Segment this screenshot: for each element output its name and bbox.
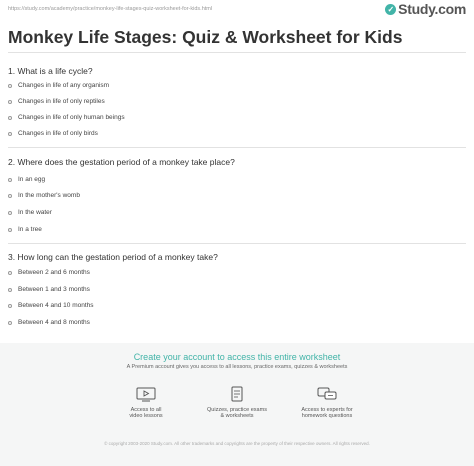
feature-line-2: homework questions bbox=[301, 413, 353, 419]
feature-line-1: Access to experts for bbox=[301, 407, 353, 413]
radio-icon[interactable] bbox=[8, 84, 12, 88]
premium-description: A Premium account gives you access to all lessons, practice exams, quizzes & worksheets bbox=[126, 364, 348, 370]
page-title: Monkey Life Stages: Quiz & Worksheet for Kids bbox=[8, 27, 403, 47]
top-bar bbox=[0, 0, 474, 18]
q3-option-4[interactable]: Between 4 and 8 months bbox=[8, 319, 90, 326]
radio-icon[interactable] bbox=[8, 304, 12, 308]
chat-icon bbox=[316, 386, 338, 402]
divider bbox=[8, 147, 466, 148]
radio-icon[interactable] bbox=[8, 132, 12, 136]
question-2: 2. Where does the gestation period of a monkey take place? bbox=[8, 157, 235, 167]
q1-option-1[interactable]: Changes in life of any organism bbox=[8, 82, 109, 89]
q2-option-2[interactable]: In the mother's womb bbox=[8, 192, 80, 199]
radio-icon[interactable] bbox=[8, 116, 12, 120]
feature-experts bbox=[282, 386, 372, 419]
divider bbox=[8, 52, 466, 53]
feature-quizzes bbox=[192, 386, 282, 419]
q2-option-3[interactable]: In the water bbox=[8, 209, 52, 216]
radio-icon[interactable] bbox=[8, 271, 12, 275]
q1-option-4[interactable]: Changes in life of only birds bbox=[8, 130, 98, 137]
logo-text: Study.com bbox=[398, 1, 466, 17]
q1-option-3[interactable]: Changes in life of only human beings bbox=[8, 114, 125, 121]
copyright-notice: © copyright 2003-2020 Study.com. All other trademarks and copyrights are the property of their respective owners. All rights reserved. bbox=[104, 441, 370, 446]
study-logo[interactable] bbox=[385, 1, 466, 17]
radio-icon[interactable] bbox=[8, 228, 12, 232]
q3-option-1[interactable]: Between 2 and 6 months bbox=[8, 269, 90, 276]
feature-line-2: video lessons bbox=[129, 413, 163, 419]
feature-video-lessons bbox=[101, 386, 191, 419]
question-3: 3. How long can the gestation period of a monkey take? bbox=[8, 252, 218, 262]
q1-option-2[interactable]: Changes in life of only reptiles bbox=[8, 98, 105, 105]
page-url: https://study.com/academy/practice/monkey-life-stages-quiz-worksheet-for-kids.html bbox=[8, 6, 213, 12]
radio-icon[interactable] bbox=[8, 211, 12, 215]
q3-option-2[interactable]: Between 1 and 3 months bbox=[8, 286, 90, 293]
q3-option-3[interactable]: Between 4 and 10 months bbox=[8, 302, 94, 309]
q2-option-1[interactable]: In an egg bbox=[8, 176, 45, 183]
feature-line-1: Quizzes, practice exams bbox=[207, 407, 267, 413]
video-icon bbox=[135, 386, 157, 402]
radio-icon[interactable] bbox=[8, 178, 12, 182]
divider bbox=[8, 243, 466, 244]
radio-icon[interactable] bbox=[8, 100, 12, 104]
quiz-icon bbox=[226, 386, 248, 402]
radio-icon[interactable] bbox=[8, 194, 12, 198]
feature-line-1: Access to all bbox=[130, 407, 162, 413]
q2-option-4[interactable]: In a tree bbox=[8, 226, 42, 233]
radio-icon[interactable] bbox=[8, 321, 12, 325]
question-1: 1. What is a life cycle? bbox=[8, 66, 93, 76]
radio-icon[interactable] bbox=[8, 288, 12, 292]
feature-line-2: & worksheets bbox=[220, 413, 254, 419]
study-logo-icon: ✓ bbox=[385, 4, 396, 15]
create-account-link[interactable]: Create your account to access this entire worksheet bbox=[133, 352, 341, 362]
